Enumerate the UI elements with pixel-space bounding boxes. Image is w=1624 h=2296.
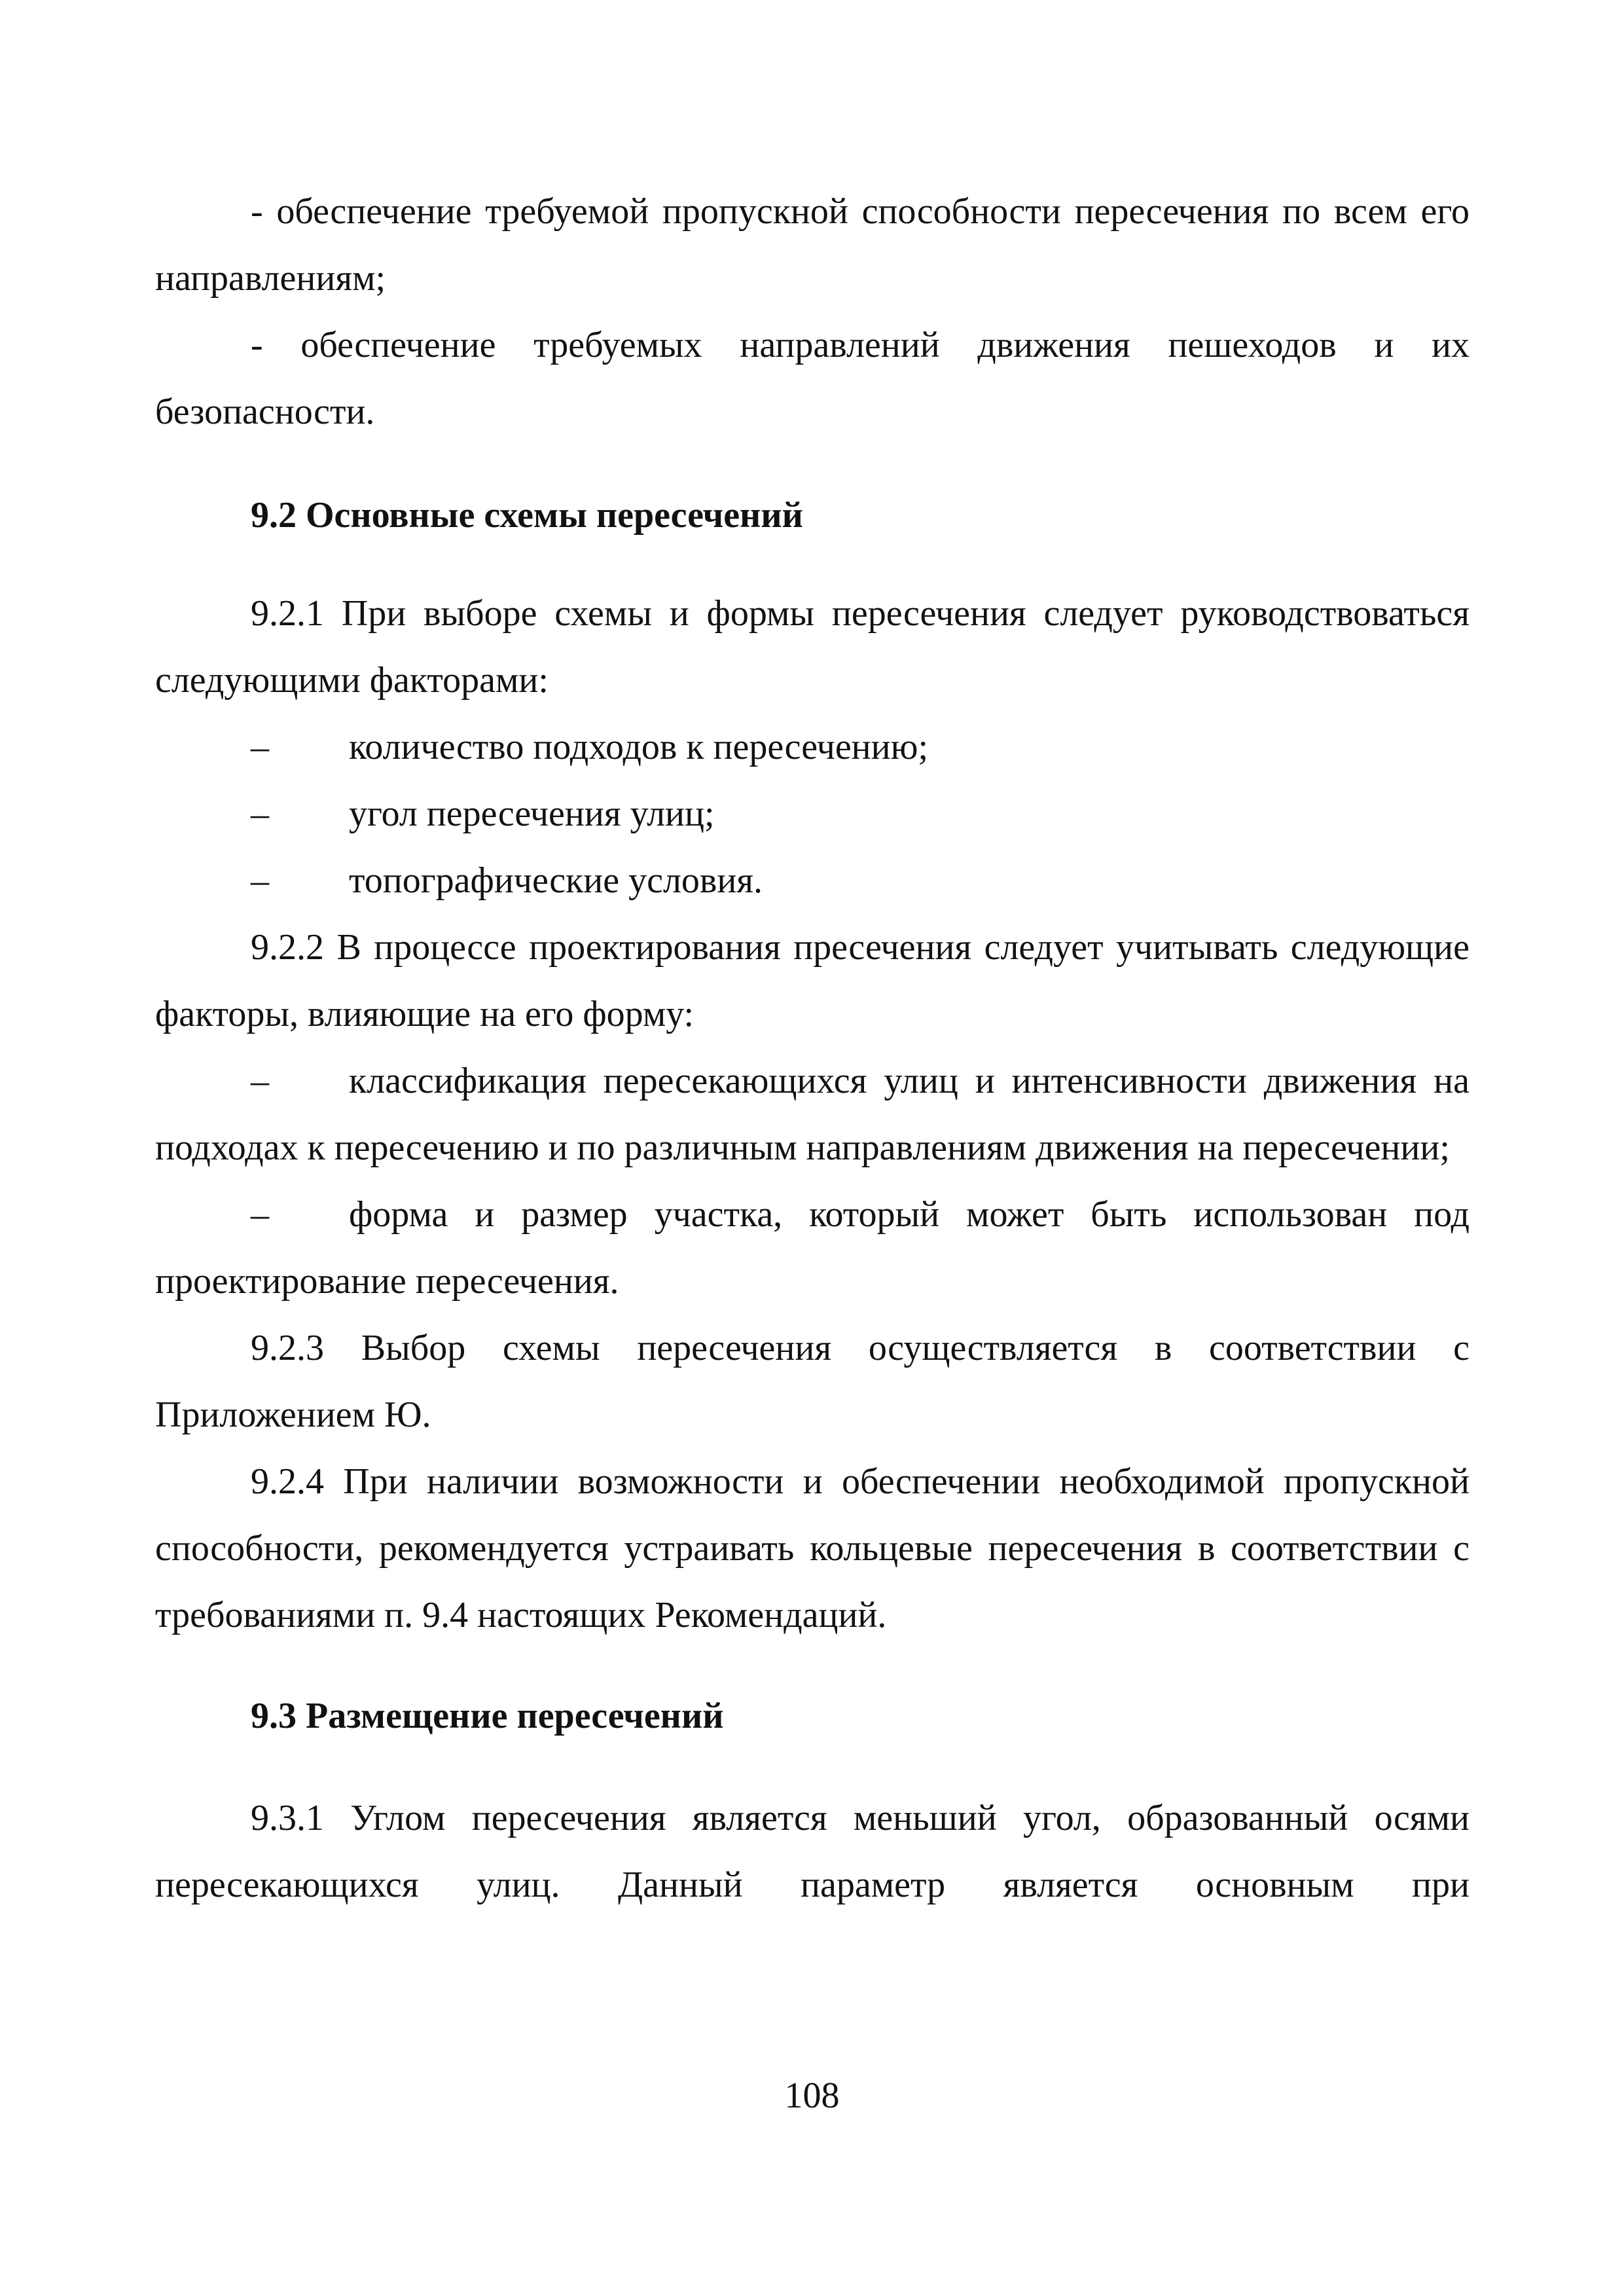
list-item — [155, 780, 1470, 847]
list-item — [155, 1048, 1470, 1181]
paragraph-9-2-1: 9.2.1 При выборе схемы и формы пересечения следует руководствоваться следующими факторами: — [155, 593, 1470, 701]
paragraph-9-2-4: 9.2.4 При наличии возможности и обеспечении необходимой пропускной способности, рекомендуется устраивать кольцевые пересечения в соответствии с требованиями п. 9.4 настоящих Рекомендаций. — [155, 1461, 1470, 1635]
section-heading-9-3: 9.3 Размещение пересечений — [251, 1696, 724, 1736]
list-item-text: топографические условия. — [349, 860, 763, 901]
page-number: 108 — [784, 2075, 840, 2116]
dash-marker: – — [251, 1061, 269, 1101]
list-item-text: форма и размер участка, который может быть использован под проектирование пересечения. — [155, 1194, 1470, 1302]
list-item — [155, 847, 1470, 914]
requirement-pedestrians: - обеспечение требуемых направлений движения пешеходов и их безопасности. — [155, 325, 1470, 432]
list-item-text: классификация пересекающихся улиц и интенсивности движения на подходах к пересечению и по различным направлениям движения на пересечении; — [155, 1061, 1470, 1168]
list-item-text: количество подходов к пересечению; — [349, 727, 929, 767]
paragraph-9-2-2: 9.2.2 В процессе проектирования пресечения следует учитывать следующие факторы, влияющие на его форму: — [155, 927, 1470, 1034]
dash-marker: – — [251, 860, 269, 901]
dash-marker: – — [251, 1194, 269, 1235]
section-heading-9-2: 9.2 Основные схемы пересечений — [251, 495, 803, 536]
paragraph-9-2-3: 9.2.3 Выбор схемы пересечения осуществляется в соответствии с Приложением Ю. — [155, 1328, 1470, 1435]
list-item — [155, 1181, 1470, 1315]
paragraph-9-3-1: 9.3.1 Углом пересечения является меньший угол, образованный осями пересекающихся улиц. Данный параметр является основным при — [155, 1798, 1470, 1905]
dash-marker: – — [251, 793, 269, 834]
list-item — [155, 714, 1470, 780]
dash-marker: – — [251, 727, 269, 767]
document-body — [155, 178, 1470, 1918]
requirement-throughput: - обеспечение требуемой пропускной способности пересечения по всем его направлениям; — [155, 191, 1470, 299]
list-item-text: угол пересечения улиц; — [349, 793, 715, 834]
